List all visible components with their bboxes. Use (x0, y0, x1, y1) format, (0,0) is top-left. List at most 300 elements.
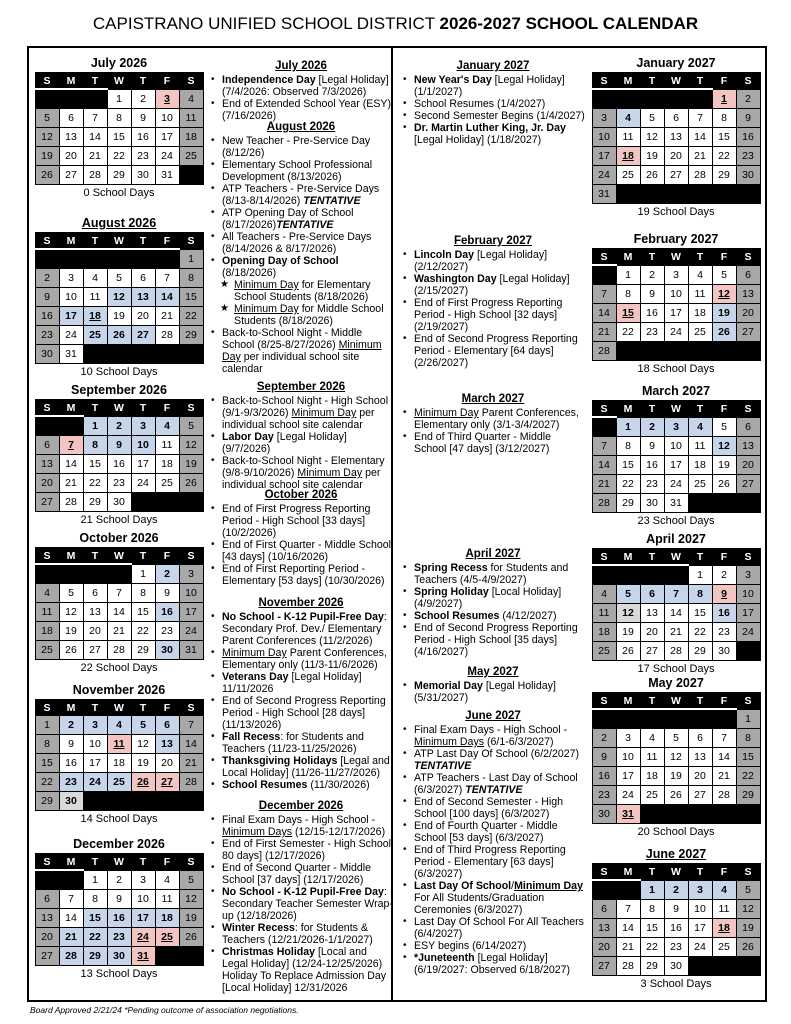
event-text: End of First Semester - High School 80 days] (12/17/2026) (222, 838, 391, 862)
day-cell: 13 (131, 288, 155, 307)
day-cell: 10 (664, 285, 688, 304)
calendar-month-title: September 2026 (71, 383, 167, 397)
day-cell: 5 (107, 269, 131, 288)
bullet-icon: • (403, 273, 407, 284)
calendar-month-title: July 2026 (90, 56, 148, 70)
day-cell: 27 (83, 641, 107, 660)
day-cell: 28 (712, 786, 736, 805)
bullet-icon: • (403, 333, 407, 344)
day-cell: 24 (664, 475, 688, 494)
weekday-header: F (712, 73, 736, 90)
non-month-cell (131, 345, 155, 364)
event-text: End of Fourth Quarter - Middle School [53 days] (6/3/2027) (414, 820, 558, 844)
day-cell: 14 (59, 455, 83, 474)
calendar-december-2026 (33, 837, 205, 981)
day-cell: 9 (712, 585, 736, 604)
day-cell: 3 (131, 870, 155, 890)
bullet-icon: • (211, 74, 215, 85)
calendar-grid (592, 692, 761, 824)
day-cell: 20 (664, 147, 688, 166)
day-cell: 12 (107, 288, 131, 307)
events-section-january-2027 (401, 59, 585, 146)
day-cell: 6 (35, 436, 59, 455)
weekday-header: W (107, 548, 131, 565)
day-cell: 29 (616, 494, 640, 513)
day-cell: 23 (736, 147, 760, 166)
non-month-cell (688, 185, 712, 204)
day-cell: 3 (179, 564, 203, 584)
bullet-icon: • (403, 431, 407, 442)
event-list (401, 724, 585, 976)
event-text: Christmas Holiday (222, 946, 316, 958)
day-cell: 26 (664, 786, 688, 805)
event-text: : for Students & Teachers (12/21/2026-1/1/2027) (222, 922, 373, 946)
event-text: Final Exam Days - High School - (414, 724, 568, 736)
bullet-icon: • (211, 611, 215, 622)
non-month-cell (712, 709, 736, 729)
day-cell: 24 (179, 622, 203, 641)
day-cell: 4 (83, 269, 107, 288)
day-cell: 13 (736, 437, 760, 456)
weekday-header: M (616, 864, 640, 881)
events-section-december-2026 (209, 799, 393, 994)
day-cell: 26 (712, 323, 736, 342)
day-cell: 11 (155, 436, 179, 455)
day-cell: 2 (131, 89, 155, 109)
day-cell: 23 (155, 622, 179, 641)
event-text: [Legal and Local Holiday] (11/26-11/27/2026) (222, 755, 390, 779)
school-days-count: 22 School Days (80, 662, 158, 674)
weekday-header: M (616, 73, 640, 90)
non-month-cell (131, 493, 155, 512)
non-month-cell (736, 957, 760, 976)
page-title-district: CAPISTRANO UNIFIED SCHOOL DISTRICT (92, 14, 440, 33)
weekday-header: F (712, 549, 736, 566)
non-month-cell (712, 957, 736, 976)
day-cell: 26 (35, 166, 59, 185)
non-month-cell (664, 89, 688, 109)
day-cell: 25 (179, 147, 203, 166)
weekday-header: T (640, 401, 664, 418)
event-list (209, 611, 393, 791)
day-cell: 31 (155, 166, 179, 185)
event-item (401, 431, 585, 455)
event-list (401, 74, 585, 146)
event-item (209, 207, 393, 231)
event-month-header: October 2026 (264, 489, 338, 501)
event-text: Minimum Day (222, 647, 287, 659)
day-cell: 10 (664, 437, 688, 456)
day-cell: 10 (131, 436, 155, 455)
event-text: [Legal Holiday] (1/18/2027) (414, 134, 542, 146)
non-month-cell (59, 89, 83, 109)
event-list (209, 135, 393, 375)
event-item (401, 586, 585, 610)
day-cell: 5 (131, 716, 155, 735)
day-cell: 3 (131, 416, 155, 436)
event-text: Minimum Day (234, 303, 299, 315)
weekday-header: S (736, 73, 760, 90)
day-cell: 13 (592, 919, 616, 938)
event-item (209, 779, 393, 791)
weekday-header: W (664, 401, 688, 418)
event-item (401, 407, 585, 431)
day-cell: 1 (736, 709, 760, 729)
day-cell: 19 (107, 307, 131, 326)
day-cell: 16 (107, 455, 131, 474)
day-cell: 26 (59, 641, 83, 660)
event-item (209, 255, 393, 279)
non-month-cell (712, 494, 736, 513)
non-month-cell (155, 249, 179, 269)
day-cell: 26 (179, 928, 203, 947)
bullet-icon: • (211, 327, 215, 338)
school-days-count: 19 School Days (637, 206, 715, 218)
event-text: Last Day Of School For All Teachers (6/4/2027) (414, 916, 584, 940)
day-cell: 24 (616, 786, 640, 805)
weekday-header: S (179, 233, 203, 250)
event-item (401, 297, 585, 333)
star-icon: ★ (220, 303, 229, 314)
day-cell: 24 (131, 928, 155, 947)
event-text: Parent Conferences, Elementary only (11/3-11/6/2026) (222, 647, 387, 671)
event-item (209, 671, 393, 695)
day-cell: 16 (736, 128, 760, 147)
non-month-cell (155, 947, 179, 966)
day-cell: 25 (640, 786, 664, 805)
event-text: ATP Teachers - Pre-Service Days (8/13-8/14/2026) (222, 183, 380, 207)
day-cell: 4 (712, 880, 736, 900)
event-text: (8/18/2026) (222, 267, 277, 279)
non-month-cell (179, 166, 203, 185)
event-item (209, 814, 393, 838)
day-cell: 7 (688, 109, 712, 128)
day-cell: 29 (83, 947, 107, 966)
day-cell: 15 (107, 128, 131, 147)
day-cell: 19 (131, 754, 155, 773)
weekday-header: S (592, 249, 616, 266)
event-text: All Teachers - Pre-Service Days (8/14/2026 & 8/17/2026) (222, 231, 372, 255)
day-cell: 2 (107, 416, 131, 436)
calendar-january-2027 (590, 56, 762, 219)
non-month-cell (616, 185, 640, 204)
calendar-may-2027 (590, 676, 762, 839)
event-item (401, 724, 585, 748)
footer-note: Board Approved 2/21/24 *Pending outcome of association negotiations. (30, 1005, 299, 1015)
day-cell: 6 (155, 716, 179, 735)
non-month-cell (640, 342, 664, 361)
non-month-cell (592, 709, 616, 729)
event-text: [Legal Holiday] (6/19/2027: Observed 6/18/2027) (414, 952, 571, 976)
day-cell: 24 (664, 323, 688, 342)
weekday-header: M (616, 401, 640, 418)
event-text: (12/15-12/17/2026) (292, 826, 386, 838)
day-cell: 2 (107, 870, 131, 890)
day-cell: 27 (155, 773, 179, 792)
day-cell: 14 (83, 128, 107, 147)
day-cell: 17 (616, 767, 640, 786)
event-text: End of First Quarter - Middle School [43 days] (10/16/2026) (222, 539, 391, 563)
weekday-header: W (107, 700, 131, 716)
day-cell: 27 (688, 786, 712, 805)
day-cell: 28 (616, 957, 640, 976)
weekday-header: W (107, 854, 131, 871)
weekday-header: F (155, 233, 179, 250)
calendar-grid (592, 548, 761, 661)
day-cell: 17 (131, 909, 155, 928)
day-cell: 1 (688, 565, 712, 585)
event-text: Labor Day (222, 431, 274, 443)
day-cell: 27 (640, 642, 664, 661)
non-month-cell (83, 792, 107, 811)
event-item (401, 610, 585, 622)
weekday-header: S (736, 693, 760, 710)
day-cell: 19 (616, 623, 640, 642)
day-cell: 2 (712, 565, 736, 585)
bullet-icon: • (211, 886, 215, 897)
day-cell: 21 (107, 622, 131, 641)
non-month-cell (107, 564, 131, 584)
day-cell: 31 (59, 345, 83, 364)
day-cell: 1 (83, 416, 107, 436)
weekday-header: S (179, 73, 203, 90)
weekday-header: T (131, 400, 155, 417)
events-column-spring (401, 48, 585, 1000)
event-text: [Local and Legal Holiday] (12/24-12/25/2026) Holiday To Replace Admission Day [Local Holiday] 12/31/2026 (222, 946, 387, 994)
day-cell: 6 (59, 109, 83, 128)
non-month-cell (616, 880, 640, 900)
day-cell: 11 (688, 285, 712, 304)
page-title-year: 2026-2027 SCHOOL CALENDAR (439, 14, 699, 33)
weekday-header: T (640, 864, 664, 881)
non-month-cell (592, 89, 616, 109)
event-month-header: August 2026 (266, 121, 336, 133)
day-cell: 17 (592, 147, 616, 166)
event-item (209, 303, 393, 327)
day-cell: 6 (592, 900, 616, 919)
day-cell: 10 (131, 890, 155, 909)
non-month-cell (688, 709, 712, 729)
day-cell: 4 (640, 729, 664, 748)
day-cell: 23 (592, 786, 616, 805)
events-section-october-2026 (209, 488, 393, 587)
calendar-grid (35, 547, 204, 660)
day-cell: 22 (616, 323, 640, 342)
day-cell: 8 (688, 585, 712, 604)
day-cell: 2 (155, 564, 179, 584)
event-text: For All Students/Graduation Ceremonies (6/3/2027) (414, 892, 545, 916)
day-cell: 23 (664, 938, 688, 957)
day-cell: 18 (592, 623, 616, 642)
weekday-header: T (83, 233, 107, 250)
weekday-header: F (155, 700, 179, 716)
day-cell: 28 (179, 773, 203, 792)
school-days-count: 14 School Days (80, 813, 158, 825)
event-month-header: April 2027 (465, 548, 521, 560)
day-cell: 12 (59, 603, 83, 622)
day-cell: 9 (59, 735, 83, 754)
event-text: (4/12/2027) (499, 610, 557, 622)
day-cell: 8 (83, 436, 107, 455)
non-month-cell (59, 416, 83, 436)
bullet-icon: • (403, 796, 407, 807)
day-cell: 20 (155, 754, 179, 773)
weekday-header: M (59, 400, 83, 417)
day-cell: 6 (35, 890, 59, 909)
weekday-header: F (712, 249, 736, 266)
day-cell: 9 (736, 109, 760, 128)
event-list (401, 562, 585, 658)
non-month-cell (83, 89, 107, 109)
day-cell: 11 (107, 735, 131, 754)
day-cell: 1 (640, 880, 664, 900)
event-text: Back-to-School Night - Elementary (9/8-9/10/2026) (222, 455, 385, 479)
day-cell: 25 (616, 166, 640, 185)
day-cell: 23 (35, 326, 59, 345)
bullet-icon: • (403, 249, 407, 260)
non-month-cell (155, 792, 179, 811)
weekday-header: T (83, 548, 107, 565)
day-cell: 27 (664, 166, 688, 185)
day-cell: 5 (640, 109, 664, 128)
day-cell: 21 (83, 147, 107, 166)
event-text: Minimum Day (291, 407, 357, 419)
bullet-icon: • (403, 880, 407, 891)
weekday-header: F (155, 400, 179, 417)
event-list (209, 814, 393, 994)
day-cell: 16 (640, 456, 664, 475)
day-cell: 28 (664, 642, 688, 661)
day-cell: 8 (179, 269, 203, 288)
event-text: [Legal Holiday] 11/11/2026 (222, 671, 362, 695)
event-item (209, 159, 393, 183)
day-cell: 30 (107, 947, 131, 966)
event-text: per individual school site calendar (222, 351, 360, 375)
day-cell: 14 (616, 919, 640, 938)
non-month-cell (107, 345, 131, 364)
day-cell: 13 (59, 128, 83, 147)
day-cell: 15 (736, 748, 760, 767)
non-month-cell (59, 870, 83, 890)
event-text: / (511, 880, 515, 892)
bullet-icon: • (403, 952, 407, 963)
event-text: Final Exam Days - High School - (222, 814, 376, 826)
day-cell: 19 (35, 147, 59, 166)
day-cell: 15 (179, 288, 203, 307)
day-cell: 28 (592, 494, 616, 513)
event-text: Thanksgiving Holidays (222, 755, 338, 767)
event-text: End of Second Progress Reporting Period - High School [28 days] (11/13/2026) (222, 695, 386, 731)
event-text: End of Third Progress Reporting Period - Elementary [63 days] (6/3/2027) (414, 844, 566, 880)
event-item (401, 249, 585, 273)
day-cell: 18 (712, 919, 736, 938)
event-item (401, 333, 585, 369)
day-cell: 12 (712, 437, 736, 456)
non-month-cell (592, 265, 616, 285)
event-text: (6/1-6/3/2027) (484, 736, 554, 748)
bullet-icon: • (211, 98, 215, 109)
non-month-cell (736, 342, 760, 361)
weekday-header: S (35, 400, 59, 417)
weekday-header: S (736, 864, 760, 881)
day-cell: 8 (712, 109, 736, 128)
event-item (209, 611, 393, 647)
day-cell: 5 (712, 265, 736, 285)
event-text: Parent Conferences, Elementary only (3/1-3/4/2027) (414, 407, 579, 431)
day-cell: 26 (712, 475, 736, 494)
day-cell: 18 (107, 754, 131, 773)
event-item (401, 748, 585, 772)
event-month-header: February 2027 (454, 235, 532, 247)
day-cell: 10 (616, 748, 640, 767)
day-cell: 30 (640, 494, 664, 513)
day-cell: 1 (131, 564, 155, 584)
day-cell: 29 (35, 792, 59, 811)
bullet-icon: • (211, 255, 215, 266)
non-month-cell (592, 417, 616, 437)
day-cell: 27 (35, 947, 59, 966)
non-month-cell (736, 805, 760, 824)
day-cell: 3 (155, 89, 179, 109)
weekday-header: S (35, 548, 59, 565)
weekday-header: T (640, 693, 664, 710)
day-cell: 16 (131, 128, 155, 147)
day-cell: 11 (592, 604, 616, 623)
event-item (401, 820, 585, 844)
day-cell: 18 (688, 456, 712, 475)
day-cell: 7 (616, 900, 640, 919)
day-cell: 21 (592, 323, 616, 342)
events-section-august-2026 (209, 120, 393, 375)
day-cell: 27 (736, 475, 760, 494)
weekday-header: W (664, 73, 688, 90)
school-days-count: 17 School Days (637, 663, 715, 675)
event-item (209, 862, 393, 886)
non-month-cell (35, 870, 59, 890)
calendar-month-title: October 2026 (79, 531, 159, 545)
weekday-header: F (712, 693, 736, 710)
calendar-month-title: January 2027 (636, 56, 716, 70)
day-cell: 23 (131, 147, 155, 166)
weekday-header: S (736, 549, 760, 566)
bullet-icon: • (211, 779, 215, 790)
bullet-icon: • (403, 122, 407, 133)
weekday-header: S (35, 700, 59, 716)
calendar-month-title: December 2026 (73, 837, 165, 851)
day-cell: 2 (664, 880, 688, 900)
day-cell: 29 (736, 786, 760, 805)
non-month-cell (712, 342, 736, 361)
day-cell: 9 (35, 288, 59, 307)
day-cell: 7 (664, 585, 688, 604)
day-cell: 11 (616, 128, 640, 147)
event-item (401, 844, 585, 880)
non-month-cell (640, 185, 664, 204)
calendar-july-2026 (33, 56, 205, 200)
day-cell: 14 (712, 748, 736, 767)
day-cell: 4 (107, 716, 131, 735)
weekday-header: S (179, 854, 203, 871)
day-cell: 28 (59, 947, 83, 966)
day-cell: 5 (616, 585, 640, 604)
bullet-icon: • (403, 772, 407, 783)
day-cell: 8 (107, 109, 131, 128)
weekday-header: M (59, 233, 83, 250)
day-cell: 7 (155, 269, 179, 288)
event-text: Opening Day of School (222, 255, 339, 267)
weekday-header: F (155, 548, 179, 565)
day-cell: 15 (616, 304, 640, 323)
